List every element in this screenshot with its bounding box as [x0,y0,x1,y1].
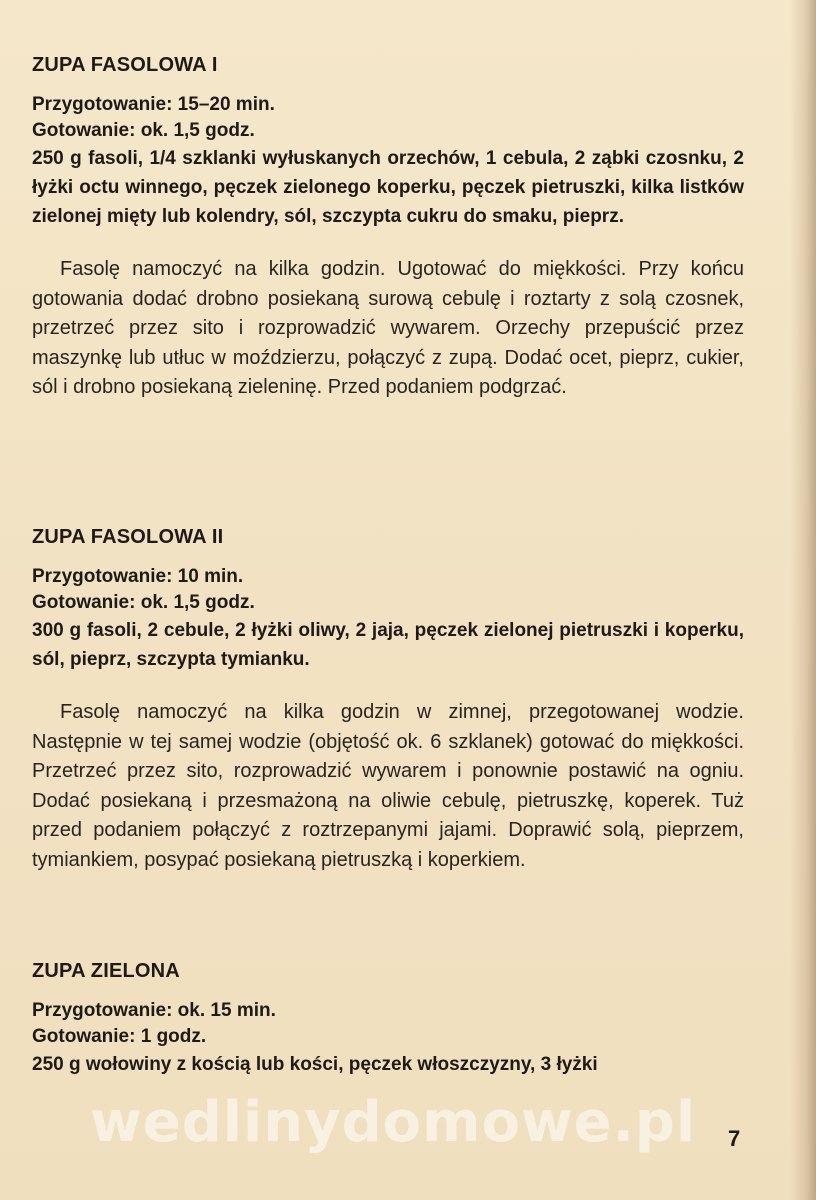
recipe-zupa-fasolowa-2 [32,524,744,875]
recipe-zupa-zielona [32,958,744,1079]
watermark: wedlinydomowe.pl [90,1090,697,1155]
recipe-title: ZUPA ZIELONA [32,960,180,982]
cook-time: Gotowanie: ok. 1,5 godz. [32,592,255,613]
page-number: 7 [728,1126,741,1151]
prep-time: Przygotowanie: 15–20 min. [32,94,275,115]
prep-time: Przygotowanie: ok. 15 min. [32,1000,276,1021]
instructions: Fasolę namoczyć na kilka godzin w zimnej, przegotowanej wodzie. Następnie w tej samej wodzie (objętość ok. 6 szklanek) gotować do miękkości. Przetrzeć przez sito, rozprowadzić wywarem i ponownie postawić na ogniu. Dodać posiekaną i przesmażoną na oliwie cebulę, pietruszkę, koperek. Tuż przed podaniem połączyć z roztrzepanymi jajami. Doprawić solą, pieprzem, tymiankiem, posypać posiekaną pietruszką i koperkiem. [32,701,744,871]
recipe-zupa-fasolowa-1 [32,52,744,403]
recipe-title: ZUPA FASOLOWA II [32,526,224,548]
spacer [32,674,744,698]
cook-time: Gotowanie: ok. 1,5 godz. [32,120,255,141]
instructions: Fasolę namoczyć na kilka godzin. Ugotować do miękkości. Przy końcu gotowania dodać drobno posiekaną surową cebulę i roztarty z solą czosnek, przetrzeć przez sito i rozprowadzić wywarem. Orzechy przepuścić przez maszynkę lub utłuc w moździerzu, połączyć z zupą. Dodać ocet, pieprz, cukier, sól i drobno posiekaną zieleninę. Przed podaniem podgrzać. [32,258,744,398]
cook-time: Gotowanie: 1 godz. [32,1026,207,1047]
ingredients: 300 g fasoli, 2 cebule, 2 łyżki oliwy, 2 jaja, pęczek zielonej pietruszki i koperku, sól, pieprz, szczypta tymianku. [32,620,744,670]
prep-time: Przygotowanie: 10 min. [32,566,244,587]
recipe-title: ZUPA FASOLOWA I [32,54,218,76]
ingredients: 250 g fasoli, 1/4 szklanki wyłuskanych orzechów, 1 cebula, 2 ząbki czosnku, 2 łyżki octu winnego, pęczek zielonego koperku, pęczek pietruszki, kilka listków zielonej mięty lub kolendry, sól, szczypta cukru do smaku, pieprz. [32,148,744,227]
ingredients: 250 g wołowiny z kością lub kości, pęczek włoszczyzny, 3 łyżki [32,1054,598,1075]
spacer [32,231,744,255]
